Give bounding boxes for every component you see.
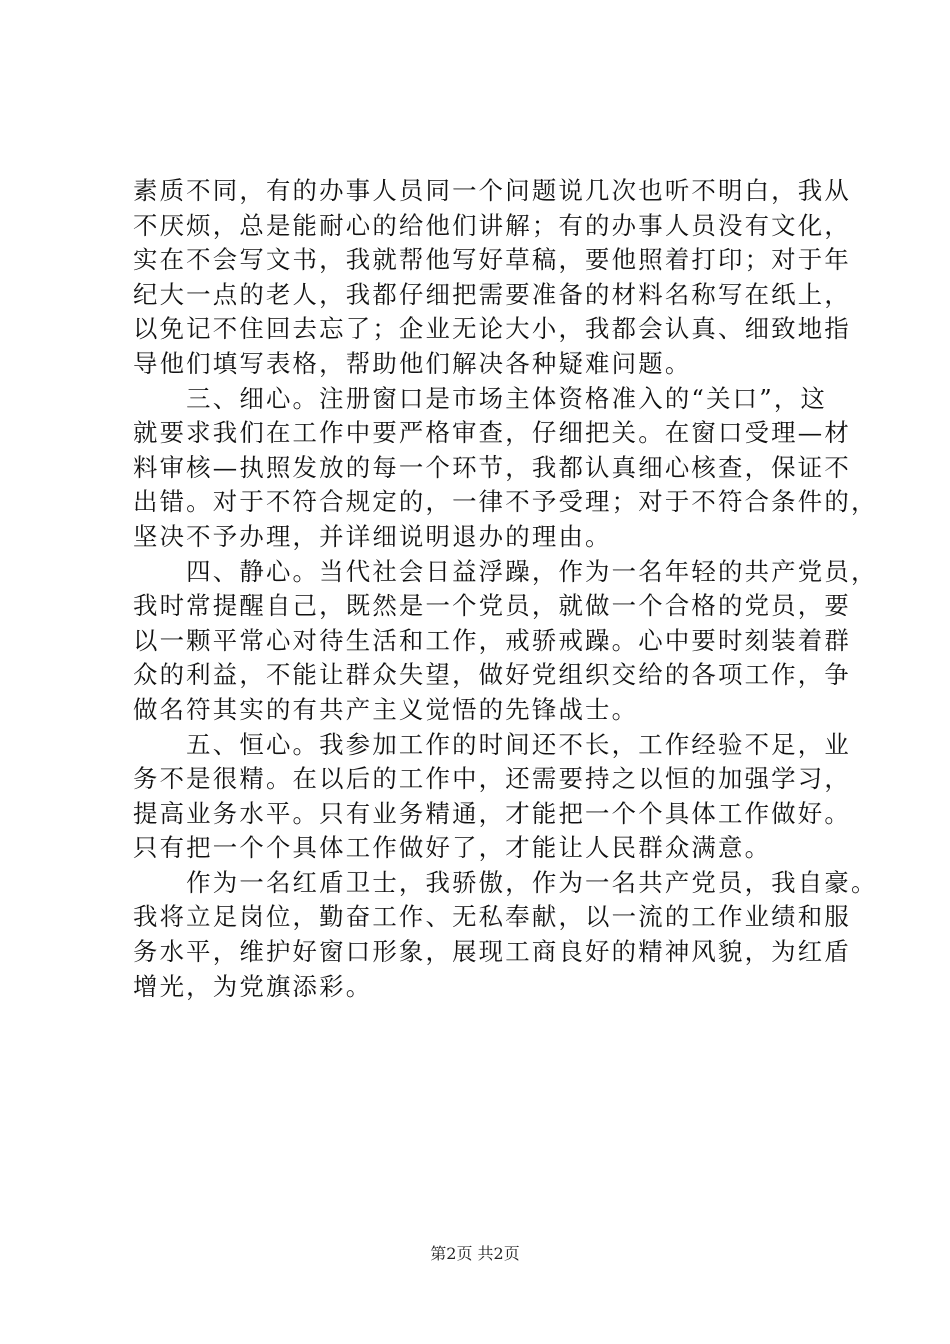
text-line: 素质不同，有的办事人员同一个问题说几次也听不明白，我从 [133,176,851,205]
text-line: 提高业务水平。只有业务精通，才能把一个个具体工作做好。 [133,798,851,828]
text-line: 纪大一点的老人，我都仔细把需要准备的材料名称写在纸上， [133,279,851,309]
text-line: 众的利益，不能让群众失望，做好党组织交给的各项工作，争 [133,660,851,690]
text-line: 增光，为党旗添彩。 [133,971,373,1001]
text-line: 四、静心。当代社会日益浮躁，作为一名年轻的共产党员， [133,556,878,586]
text-line: 做名符其实的有共产主义觉悟的先锋战士。 [133,694,639,724]
text-line: 务不是很精。在以后的工作中，还需要持之以恒的加强学习， [133,764,851,794]
text-line: 以免记不住回去忘了；企业无论大小，我都会认真、细致地指 [133,314,851,344]
text-line: 坚决不予办理，并详细说明退办的理由。 [133,521,612,551]
text-line: 实在不会写文书，我就帮他写好草稿，要他照着打印；对于年 [133,245,851,275]
text-line: 三、细心。注册窗口是市场主体资格准入的“关口”，这 [133,383,828,413]
text-line: 务水平，维护好窗口形象，展现工商良好的精神风貌，为红盾 [133,937,851,967]
body-text [133,174,878,1004]
text-line: 我将立足岗位，勤奋工作、无私奉献，以一流的工作业绩和服 [133,902,851,932]
text-line: 导他们填写表格，帮助他们解决各种疑难问题。 [133,348,692,378]
text-line: 我时常提醒自己，既然是一个党员，就做一个合格的党员，要 [133,591,851,621]
text-line: 五、恒心。我参加工作的时间还不长，工作经验不足，业 [133,729,851,759]
text-line: 只有把一个个具体工作做好了，才能让人民群众满意。 [133,833,772,863]
text-line: 作为一名红盾卫士，我骄傲，作为一名共产党员，我自豪。 [133,867,878,897]
text-line: 料审核—执照发放的每一个环节，我都认真细心核查，保证不 [133,452,851,482]
text-line: 就要求我们在工作中要严格审查，仔细把关。在窗口受理—材 [133,418,851,448]
text-line: 不厌烦，总是能耐心的给他们讲解；有的办事人员没有文化， [133,210,851,240]
text-line: 出错。对于不符合规定的，一律不予受理；对于不符合条件的， [133,487,878,517]
page-number-footer: 第2页 共2页 [430,1244,520,1263]
text-line: 以一颗平常心对待生活和工作，戒骄戒躁。心中要时刻装着群 [133,625,851,655]
